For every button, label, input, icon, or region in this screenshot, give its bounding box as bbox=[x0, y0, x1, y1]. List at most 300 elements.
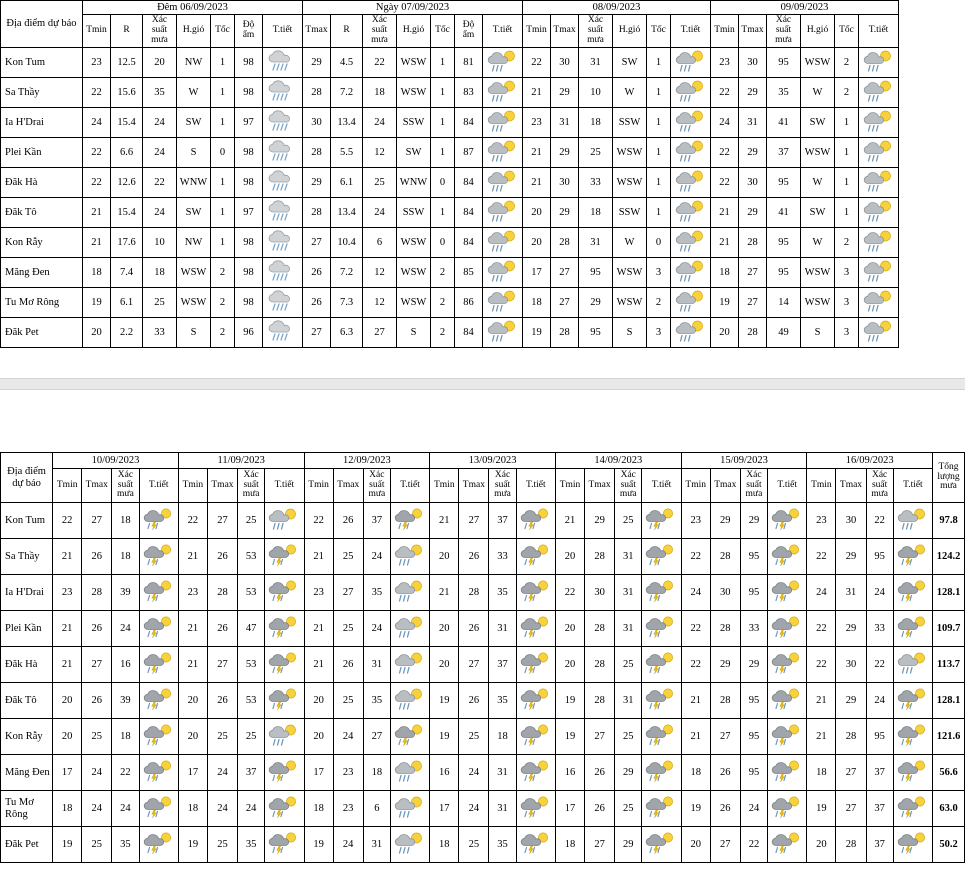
storm-icon bbox=[519, 759, 553, 783]
cell-g3-c2: 95 bbox=[767, 228, 801, 258]
cell-d3-prob: 31 bbox=[489, 611, 516, 647]
storm-icon bbox=[896, 615, 930, 639]
cell-d2-prob: 35 bbox=[363, 683, 390, 719]
cell-g1-c4: 2 bbox=[431, 288, 455, 318]
cell-d2-prob: 27 bbox=[363, 719, 390, 755]
cell-d6-prob: 24 bbox=[866, 683, 893, 719]
cell-g3-c0: 22 bbox=[711, 167, 739, 197]
cell-g3-c1: 30 bbox=[739, 47, 767, 77]
total-rainfall: 128.1 bbox=[933, 683, 965, 719]
weather-icon-cell bbox=[516, 719, 555, 755]
cell-g1-c0: 29 bbox=[303, 47, 331, 77]
storm-icon bbox=[770, 759, 804, 783]
cell-d0-tmax: 24 bbox=[82, 791, 112, 827]
cell-g0-c1: 6.6 bbox=[111, 137, 143, 167]
storm-icon bbox=[393, 507, 427, 531]
table2-col-tmin-5: Tmin bbox=[681, 469, 710, 503]
table-row bbox=[1, 258, 899, 288]
table2-col-tmax-1: Tmax bbox=[207, 469, 237, 503]
cell-g3-c3: WSW bbox=[801, 258, 835, 288]
cell-d0-prob: 24 bbox=[112, 791, 139, 827]
table2-col-wx-0: T.tiết bbox=[139, 469, 178, 503]
storm-icon bbox=[770, 831, 804, 855]
table2-col-tmin-3: Tmin bbox=[430, 469, 459, 503]
cell-d0-tmin: 17 bbox=[53, 755, 82, 791]
cell-d5-prob: 95 bbox=[740, 719, 767, 755]
cell-d0-tmax: 26 bbox=[82, 611, 112, 647]
sun-cloud-rain-icon bbox=[393, 615, 427, 639]
cell-d2-tmin: 21 bbox=[304, 647, 333, 683]
table-row bbox=[1, 755, 965, 791]
weather-icon-cell bbox=[859, 318, 899, 348]
weather-icon-cell bbox=[671, 198, 711, 228]
storm-icon bbox=[142, 723, 176, 747]
cell-d2-tmax: 23 bbox=[333, 791, 363, 827]
cell-g2-c4: 1 bbox=[647, 137, 671, 167]
cell-d6-tmax: 29 bbox=[836, 539, 866, 575]
table2-col-wx-5: T.tiết bbox=[768, 469, 807, 503]
sun-cloud-rain-icon bbox=[674, 109, 708, 133]
total-rainfall: 63.0 bbox=[933, 791, 965, 827]
table1-col-wx-0: T.tiết bbox=[263, 15, 303, 48]
cell-g2-c4: 1 bbox=[647, 107, 671, 137]
rain-shower-icon bbox=[266, 109, 300, 133]
weather-icon-cell bbox=[893, 791, 932, 827]
cell-d5-tmin: 24 bbox=[681, 575, 710, 611]
cell-g2-c0: 17 bbox=[523, 258, 551, 288]
cell-d4-tmin: 19 bbox=[555, 683, 584, 719]
cell-d2-prob: 31 bbox=[363, 827, 390, 863]
sun-cloud-rain-icon bbox=[393, 579, 427, 603]
forecast-table-1-container bbox=[0, 0, 899, 348]
cell-g1-c3: S bbox=[397, 318, 431, 348]
sun-cloud-rain-icon bbox=[393, 651, 427, 675]
location-name: Đăk Pet bbox=[1, 827, 53, 863]
weather-icon-cell bbox=[139, 791, 178, 827]
cell-g1-c5: 84 bbox=[455, 318, 483, 348]
cell-d4-tmin: 19 bbox=[555, 719, 584, 755]
weather-icon-cell bbox=[516, 755, 555, 791]
cell-d1-tmax: 26 bbox=[207, 611, 237, 647]
storm-icon bbox=[142, 759, 176, 783]
cell-g2-c3: WSW bbox=[613, 137, 647, 167]
cell-d1-tmax: 27 bbox=[207, 503, 237, 539]
cell-d3-tmin: 20 bbox=[430, 611, 459, 647]
forecast-table-2-container bbox=[0, 452, 965, 863]
sun-cloud-rain-icon bbox=[674, 139, 708, 163]
sun-cloud-rain-icon bbox=[267, 507, 301, 531]
table-row bbox=[1, 318, 899, 348]
cell-d3-tmin: 20 bbox=[430, 647, 459, 683]
table2-total-header: Tổng lượng mưa bbox=[933, 453, 965, 503]
cell-d3-prob: 33 bbox=[489, 539, 516, 575]
storm-icon bbox=[519, 795, 553, 819]
table-row bbox=[1, 503, 965, 539]
cell-g1-c5: 86 bbox=[455, 288, 483, 318]
location-name: Plei Kần bbox=[1, 611, 53, 647]
weather-icon-cell bbox=[859, 228, 899, 258]
cell-g1-c2: 27 bbox=[363, 318, 397, 348]
weather-icon-cell bbox=[265, 683, 304, 719]
cell-g1-c5: 85 bbox=[455, 258, 483, 288]
sun-cloud-rain-icon bbox=[486, 49, 520, 73]
cell-g0-c2: 18 bbox=[143, 258, 177, 288]
cell-d1-tmin: 20 bbox=[178, 719, 207, 755]
cell-d2-tmax: 25 bbox=[333, 611, 363, 647]
cell-d4-prob: 31 bbox=[615, 575, 642, 611]
weather-icon-cell bbox=[265, 791, 304, 827]
cell-d2-tmax: 26 bbox=[333, 503, 363, 539]
sun-cloud-rain-icon bbox=[862, 259, 896, 283]
storm-icon bbox=[142, 543, 176, 567]
cell-d1-tmax: 24 bbox=[207, 791, 237, 827]
weather-icon-cell bbox=[139, 503, 178, 539]
cell-d0-prob: 24 bbox=[112, 611, 139, 647]
cell-d5-tmax: 26 bbox=[710, 791, 740, 827]
cell-d3-tmax: 26 bbox=[459, 683, 489, 719]
cell-g1-c2: 12 bbox=[363, 137, 397, 167]
sun-cloud-rain-icon bbox=[862, 79, 896, 103]
cell-g1-c5: 87 bbox=[455, 137, 483, 167]
storm-icon bbox=[519, 615, 553, 639]
cell-d2-tmin: 21 bbox=[304, 611, 333, 647]
weather-icon-cell bbox=[859, 107, 899, 137]
weather-icon-cell bbox=[859, 47, 899, 77]
storm-icon bbox=[267, 579, 301, 603]
cell-d0-prob: 39 bbox=[112, 575, 139, 611]
cell-g1-c1: 7.2 bbox=[331, 77, 363, 107]
cell-d2-tmax: 26 bbox=[333, 647, 363, 683]
cell-d3-tmax: 27 bbox=[459, 503, 489, 539]
cell-g1-c1: 10.4 bbox=[331, 228, 363, 258]
cell-d2-tmax: 27 bbox=[333, 575, 363, 611]
cell-g0-c3: S bbox=[177, 318, 211, 348]
weather-icon-cell bbox=[642, 791, 681, 827]
weather-icon-cell bbox=[768, 647, 807, 683]
cell-g1-c0: 28 bbox=[303, 137, 331, 167]
cell-g3-c2: 41 bbox=[767, 198, 801, 228]
cell-g3-c1: 29 bbox=[739, 77, 767, 107]
cell-g2-c0: 21 bbox=[523, 167, 551, 197]
cell-g1-c5: 81 bbox=[455, 47, 483, 77]
weather-icon-cell bbox=[139, 539, 178, 575]
cell-d5-prob: 95 bbox=[740, 539, 767, 575]
cell-g2-c1: 27 bbox=[551, 288, 579, 318]
sun-cloud-rain-icon bbox=[674, 79, 708, 103]
table2-col-prob-4: Xác suất mưa bbox=[615, 469, 642, 503]
sun-cloud-rain-icon bbox=[486, 319, 520, 343]
weather-icon-cell bbox=[516, 647, 555, 683]
cell-g1-c4: 2 bbox=[431, 318, 455, 348]
cell-g1-c3: WSW bbox=[397, 228, 431, 258]
cell-d3-tmax: 24 bbox=[459, 755, 489, 791]
cell-d3-tmin: 21 bbox=[430, 575, 459, 611]
cell-g1-c4: 1 bbox=[431, 47, 455, 77]
cell-d4-tmin: 20 bbox=[555, 611, 584, 647]
cell-d1-prob: 37 bbox=[238, 755, 265, 791]
table1-col-tmin-0: Tmin bbox=[83, 15, 111, 48]
storm-icon bbox=[142, 507, 176, 531]
table-row bbox=[1, 539, 965, 575]
cell-g1-c1: 7.2 bbox=[331, 258, 363, 288]
cell-g2-c0: 23 bbox=[523, 107, 551, 137]
cell-g2-c4: 0 bbox=[647, 228, 671, 258]
weather-icon-cell bbox=[265, 755, 304, 791]
cell-g0-c1: 15.4 bbox=[111, 107, 143, 137]
table-row bbox=[1, 107, 899, 137]
cell-d3-prob: 35 bbox=[489, 827, 516, 863]
cell-d1-tmin: 18 bbox=[178, 791, 207, 827]
cell-d6-tmin: 22 bbox=[807, 647, 836, 683]
table1-header-dates bbox=[1, 1, 899, 15]
cell-g0-c3: SW bbox=[177, 198, 211, 228]
location-name: Kon Tum bbox=[1, 47, 83, 77]
table1-col-prob-3: Xác suất mưa bbox=[767, 15, 801, 48]
cell-g1-c3: SSW bbox=[397, 107, 431, 137]
cell-g3-c1: 27 bbox=[739, 288, 767, 318]
cell-g0-c0: 24 bbox=[83, 107, 111, 137]
cell-g0-c1: 12.6 bbox=[111, 167, 143, 197]
cell-g2-c0: 22 bbox=[523, 47, 551, 77]
table2-group-4: 14/09/2023 bbox=[555, 453, 681, 469]
cell-d0-tmin: 19 bbox=[53, 827, 82, 863]
cell-g2-c4: 3 bbox=[647, 318, 671, 348]
storm-icon bbox=[644, 579, 678, 603]
weather-icon-cell bbox=[642, 575, 681, 611]
cell-g1-c5: 84 bbox=[455, 228, 483, 258]
weather-icon-cell bbox=[263, 228, 303, 258]
cell-d1-tmax: 26 bbox=[207, 539, 237, 575]
cell-d3-tmin: 20 bbox=[430, 539, 459, 575]
storm-icon bbox=[770, 579, 804, 603]
cell-g3-c2: 41 bbox=[767, 107, 801, 137]
sun-cloud-rain-icon bbox=[674, 229, 708, 253]
sun-cloud-rain-icon bbox=[393, 831, 427, 855]
table2-col-wx-2: T.tiết bbox=[390, 469, 429, 503]
weather-icon-cell bbox=[516, 791, 555, 827]
cell-d4-tmax: 28 bbox=[585, 611, 615, 647]
cell-d2-tmin: 20 bbox=[304, 719, 333, 755]
cell-g3-c2: 37 bbox=[767, 137, 801, 167]
rain-shower-icon bbox=[266, 289, 300, 313]
table2-col-tmin-2: Tmin bbox=[304, 469, 333, 503]
table2-col-prob-5: Xác suất mưa bbox=[740, 469, 767, 503]
cell-g0-c0: 22 bbox=[83, 77, 111, 107]
cell-g2-c2: 18 bbox=[579, 198, 613, 228]
table-row bbox=[1, 167, 899, 197]
cell-g1-c3: SW bbox=[397, 137, 431, 167]
location-name: Đăk Hà bbox=[1, 167, 83, 197]
storm-icon bbox=[644, 507, 678, 531]
storm-icon bbox=[644, 651, 678, 675]
cell-g2-c0: 20 bbox=[523, 198, 551, 228]
rain-shower-icon bbox=[266, 139, 300, 163]
weather-icon-cell bbox=[768, 539, 807, 575]
cell-g1-c5: 83 bbox=[455, 77, 483, 107]
cell-d6-tmax: 30 bbox=[836, 647, 866, 683]
cell-d4-tmin: 21 bbox=[555, 503, 584, 539]
cell-d0-tmax: 24 bbox=[82, 755, 112, 791]
table2-col-tmax-3: Tmax bbox=[459, 469, 489, 503]
storm-icon bbox=[142, 615, 176, 639]
total-rainfall: 124.2 bbox=[933, 539, 965, 575]
cell-g2-c4: 1 bbox=[647, 198, 671, 228]
cell-g3-c3: W bbox=[801, 228, 835, 258]
cell-d1-prob: 53 bbox=[238, 683, 265, 719]
cell-g1-c1: 4.5 bbox=[331, 47, 363, 77]
cell-g0-c4: 1 bbox=[211, 77, 235, 107]
weather-icon-cell bbox=[483, 288, 523, 318]
weather-icon-cell bbox=[263, 47, 303, 77]
storm-icon bbox=[267, 831, 301, 855]
cell-g3-c4: 3 bbox=[835, 288, 859, 318]
cell-d0-tmax: 25 bbox=[82, 827, 112, 863]
sun-cloud-rain-icon bbox=[896, 651, 930, 675]
cell-d0-prob: 18 bbox=[112, 539, 139, 575]
cell-d6-tmin: 23 bbox=[807, 503, 836, 539]
weather-icon-cell bbox=[671, 137, 711, 167]
weather-icon-cell bbox=[893, 719, 932, 755]
cell-d3-tmax: 25 bbox=[459, 719, 489, 755]
table1-col-tmax-1: Tmax bbox=[303, 15, 331, 48]
weather-icon-cell bbox=[642, 683, 681, 719]
cell-g1-c4: 1 bbox=[431, 198, 455, 228]
table2-group-5: 15/09/2023 bbox=[681, 453, 807, 469]
cell-g0-c0: 21 bbox=[83, 198, 111, 228]
cell-g2-c3: SW bbox=[613, 47, 647, 77]
table-row bbox=[1, 791, 965, 827]
cell-d2-tmin: 20 bbox=[304, 683, 333, 719]
cell-g1-c1: 5.5 bbox=[331, 137, 363, 167]
cell-g0-c1: 2.2 bbox=[111, 318, 143, 348]
cell-g2-c1: 27 bbox=[551, 258, 579, 288]
cell-d3-prob: 35 bbox=[489, 683, 516, 719]
sun-cloud-rain-icon bbox=[486, 169, 520, 193]
weather-icon-cell bbox=[139, 611, 178, 647]
sun-cloud-rain-icon bbox=[862, 319, 896, 343]
cell-g3-c3: SW bbox=[801, 107, 835, 137]
storm-icon bbox=[519, 579, 553, 603]
cell-d0-prob: 16 bbox=[112, 647, 139, 683]
table1-col-speed-1: Tốc bbox=[431, 15, 455, 48]
cell-d0-prob: 18 bbox=[112, 719, 139, 755]
cell-g0-c5: 97 bbox=[235, 198, 263, 228]
sun-cloud-rain-icon bbox=[674, 259, 708, 283]
cell-g2-c2: 95 bbox=[579, 258, 613, 288]
cell-d4-tmin: 22 bbox=[555, 575, 584, 611]
weather-icon-cell bbox=[390, 719, 429, 755]
weather-icon-cell bbox=[893, 539, 932, 575]
location-name: Đăk Hà bbox=[1, 647, 53, 683]
cell-g3-c0: 21 bbox=[711, 198, 739, 228]
weather-icon-cell bbox=[263, 77, 303, 107]
storm-icon bbox=[267, 759, 301, 783]
cell-d2-tmin: 23 bbox=[304, 575, 333, 611]
cell-d3-tmin: 21 bbox=[430, 503, 459, 539]
cell-g0-c4: 1 bbox=[211, 107, 235, 137]
cell-d3-tmin: 19 bbox=[430, 683, 459, 719]
cell-d4-tmax: 28 bbox=[585, 647, 615, 683]
cell-g2-c0: 18 bbox=[523, 288, 551, 318]
cell-d0-tmin: 20 bbox=[53, 719, 82, 755]
weather-icon-cell bbox=[671, 318, 711, 348]
cell-d6-prob: 95 bbox=[866, 539, 893, 575]
location-name: Kon Tum bbox=[1, 503, 53, 539]
table1-col-wind-3: H.gió bbox=[801, 15, 835, 48]
storm-icon bbox=[393, 723, 427, 747]
cell-d1-tmax: 26 bbox=[207, 683, 237, 719]
cell-g2-c3: W bbox=[613, 228, 647, 258]
sun-cloud-rain-icon bbox=[393, 795, 427, 819]
cell-g1-c2: 6 bbox=[363, 228, 397, 258]
sun-cloud-rain-icon bbox=[486, 139, 520, 163]
cell-d1-tmax: 24 bbox=[207, 755, 237, 791]
table1-header-subcolumns bbox=[1, 15, 899, 48]
cell-g1-c3: WSW bbox=[397, 47, 431, 77]
location-name: Đăk Tô bbox=[1, 198, 83, 228]
cell-g3-c4: 2 bbox=[835, 228, 859, 258]
weather-icon-cell bbox=[893, 755, 932, 791]
cell-d6-tmin: 22 bbox=[807, 611, 836, 647]
cell-d1-prob: 47 bbox=[238, 611, 265, 647]
location-name: Sa Thầy bbox=[1, 539, 53, 575]
cell-d3-prob: 35 bbox=[489, 575, 516, 611]
storm-icon bbox=[644, 723, 678, 747]
cell-g0-c2: 10 bbox=[143, 228, 177, 258]
sun-cloud-rain-icon bbox=[674, 169, 708, 193]
cell-g0-c2: 25 bbox=[143, 288, 177, 318]
cell-d3-tmax: 26 bbox=[459, 611, 489, 647]
table1-col-tmin-3: Tmin bbox=[711, 15, 739, 48]
storm-icon bbox=[896, 723, 930, 747]
cell-g1-c0: 27 bbox=[303, 318, 331, 348]
sun-cloud-rain-icon bbox=[486, 79, 520, 103]
cell-g0-c2: 33 bbox=[143, 318, 177, 348]
weather-icon-cell bbox=[483, 258, 523, 288]
storm-icon bbox=[519, 723, 553, 747]
cell-d4-tmax: 29 bbox=[585, 503, 615, 539]
cell-g3-c0: 22 bbox=[711, 137, 739, 167]
storm-icon bbox=[267, 615, 301, 639]
sun-cloud-rain-icon bbox=[862, 49, 896, 73]
weather-icon-cell bbox=[265, 611, 304, 647]
cell-g0-c5: 98 bbox=[235, 167, 263, 197]
cell-d1-tmin: 17 bbox=[178, 755, 207, 791]
storm-icon bbox=[770, 723, 804, 747]
cell-g2-c1: 29 bbox=[551, 137, 579, 167]
weather-icon-cell bbox=[265, 827, 304, 863]
cell-d0-tmax: 25 bbox=[82, 719, 112, 755]
weather-icon-cell bbox=[768, 683, 807, 719]
rain-shower-icon bbox=[266, 229, 300, 253]
rain-shower-icon bbox=[266, 169, 300, 193]
storm-icon bbox=[267, 687, 301, 711]
cell-g1-c4: 1 bbox=[431, 77, 455, 107]
cell-d6-tmin: 21 bbox=[807, 683, 836, 719]
cell-g2-c0: 20 bbox=[523, 228, 551, 258]
cell-d1-prob: 53 bbox=[238, 647, 265, 683]
cell-d0-tmin: 21 bbox=[53, 611, 82, 647]
cell-d0-prob: 18 bbox=[112, 503, 139, 539]
cell-g0-c1: 12.5 bbox=[111, 47, 143, 77]
cell-g3-c1: 28 bbox=[739, 228, 767, 258]
cell-g0-c3: S bbox=[177, 137, 211, 167]
storm-icon bbox=[519, 651, 553, 675]
cell-d6-tmin: 24 bbox=[807, 575, 836, 611]
cell-d4-tmax: 27 bbox=[585, 827, 615, 863]
cell-d0-tmin: 20 bbox=[53, 683, 82, 719]
cell-g1-c1: 13.4 bbox=[331, 198, 363, 228]
